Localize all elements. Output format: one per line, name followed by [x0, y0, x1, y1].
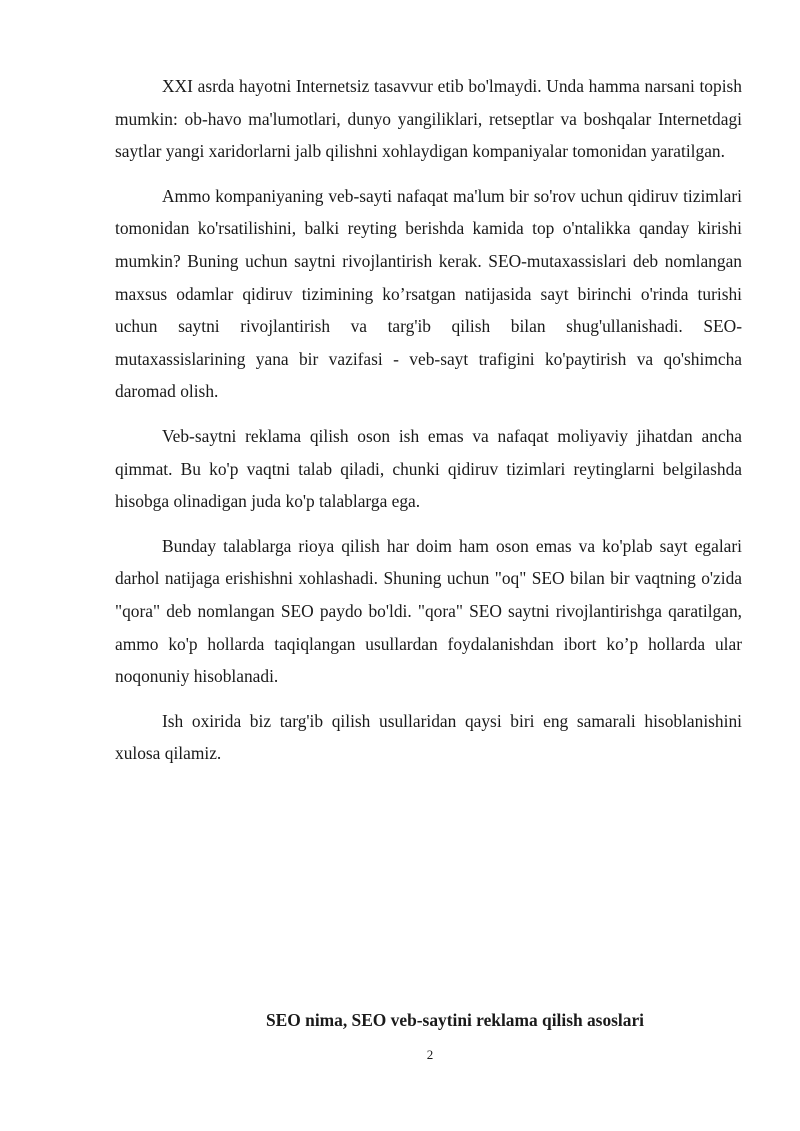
body-text — [115, 70, 742, 782]
page-number: 2 — [426, 1047, 434, 1062]
paragraph-intro: XXI asrda hayotni Internetsiz tasavvur etib bo'lmaydi. Unda hamma narsani topish mumkin: ob-havo ma'lumotlari, dunyo yangiliklari, retseptlar va boshqalar Internetdagi saytlar yangi xaridorlarni jalb qilishni xohlaydigan kompaniyalar tomonidan yaratilgan. — [115, 76, 742, 162]
paragraph-seo-specialists: Ammo kompaniyaning veb-sayti nafaqat ma'lum bir so'rov uchun qidiruv tizimlari tomonidan ko'rsatilishini, balki reyting berishda kamida top o'ntalikka qanday kirishi mumkin? Buning uchun saytni rivojlantirish kerak. SEO-mutaxassislari deb nomlangan maxsus odamlar qidiruv tizimining ko’rsatgan natijasida sayt birinchi o'rinda turishi uchun saytni rivojlantirish va targ'ib qilish bilan shug'ullanishadi. SEO-mutaxassislarining yana bir vazifasi - veb-sayt trafigini ko'paytirish va qo'shimcha daromad olish. — [115, 185, 742, 402]
paragraph-conclusion: Ish oxirida biz targ'ib qilish usullaridan qaysi biri eng samarali hisoblanishini xulosa qilamiz. — [115, 710, 742, 764]
paragraph-black-seo: Bunday talablarga rioya qilish har doim ham oson emas va ko'plab sayt egalari darhol natijaga erishishni xohlashadi. Shuning uchun "oq" SEO bilan bir vaqtning o'zida "qora" deb nomlangan SEO paydo bo'ldi. "qora" SEO saytni rivojlantirishga qaratilgan, ammo ko'p hollarda taqiqlangan usullardan foydalanishdan ibort ko’p hollarda ular noqonuniy hisoblanadi. — [115, 535, 742, 687]
section-heading: SEO nima, SEO veb-saytini reklama qilish asoslari — [266, 1010, 644, 1030]
paragraph-advertising-cost: Veb-saytni reklama qilish oson ish emas va nafaqat moliyaviy jihatdan ancha qimmat. Bu ko'p vaqtni talab qiladi, chunki qidiruv tizimlari reytinglarni belgilashda hisobga olinadigan juda ko'p talablarga ega. — [115, 425, 742, 512]
